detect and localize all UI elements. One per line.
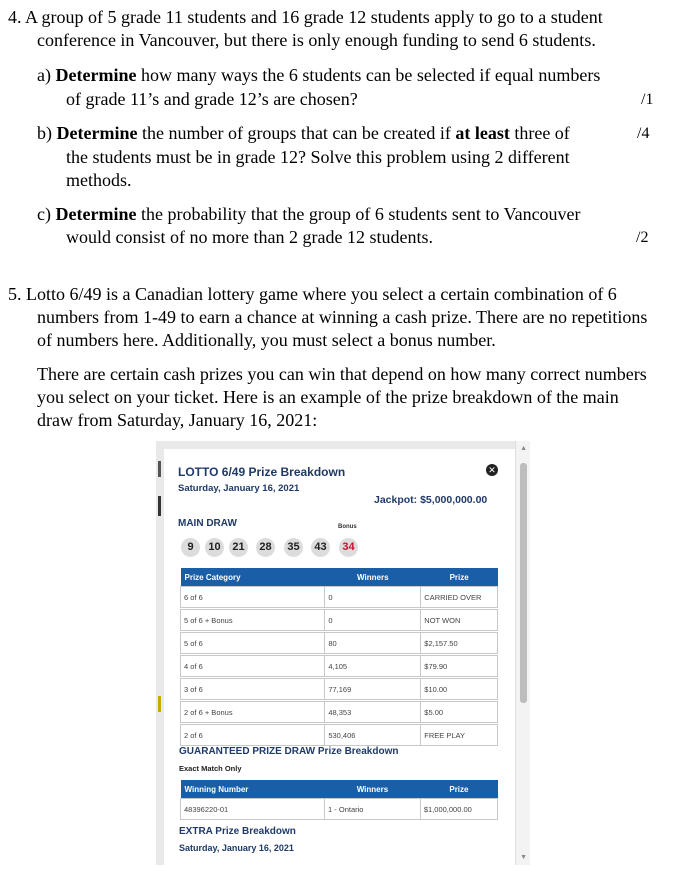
q4b-prefix: b): [37, 123, 52, 143]
gpd-table-header: Winners: [325, 780, 421, 799]
q4c-line1: [37, 203, 581, 225]
number-ball: 35: [284, 538, 303, 557]
jackpot: Jackpot: $5,000,000.00: [374, 494, 488, 506]
q4b-mark: /4: [637, 125, 650, 142]
q5-para2-3: draw from Saturday, January 16, 2021:: [37, 410, 318, 430]
table-cell: FREE PLAY: [421, 725, 498, 746]
table-cell: 4,105: [325, 656, 421, 677]
q5-number: 5.: [8, 284, 22, 304]
extra-title: EXTRA Prize Breakdown: [179, 826, 296, 837]
q4-intro-2: conference in Vancouver, but there is only enough funding to send 6 students.: [37, 30, 596, 50]
table-cell: NOT WON: [421, 610, 498, 631]
q5-line1: [8, 283, 617, 305]
table-cell: 5 of 6 + Bonus: [181, 610, 325, 631]
scroll-thumb[interactable]: [520, 463, 527, 703]
gpd-subtitle: Exact Match Only: [179, 764, 242, 773]
extra-date: Saturday, January 16, 2021: [179, 843, 294, 853]
table-cell: 77,169: [325, 679, 421, 700]
prize-table-header: Prize Category: [181, 568, 325, 587]
table-row: [181, 587, 498, 608]
number-ball: 9: [181, 538, 200, 557]
table-cell: 1 - Ontario: [325, 799, 421, 820]
q5-text-1: Lotto 6/49 is a Canadian lottery game where you select a certain combination of 6: [26, 284, 617, 304]
gpd-table: [180, 780, 498, 820]
q4a-line2: of grade 11’s and grade 12’s are chosen?: [66, 89, 358, 109]
table-row: [181, 610, 498, 631]
table-cell: 4 of 6: [181, 656, 325, 677]
scroll-up-icon[interactable]: ▲: [520, 444, 527, 452]
table-row: [181, 633, 498, 654]
table-cell: 3 of 6: [181, 679, 325, 700]
table-row: [181, 679, 498, 700]
gpd-table-header: Prize: [420, 780, 497, 799]
q4-intro-1: A group of 5 grade 11 students and 16 grade 12 students apply to go to a student: [25, 7, 603, 27]
q4b-line3: methods.: [66, 170, 132, 190]
q5-para2-1: There are certain cash prizes you can win that depend on how many correct numbers: [37, 364, 647, 384]
card-title: LOTTO 6/49 Prize Breakdown: [178, 465, 346, 479]
table-cell: 2 of 6 + Bonus: [181, 702, 325, 723]
left-edge-mark: [158, 496, 161, 516]
q4-number: 4.: [8, 7, 22, 27]
q5-para2-2: you select on your ticket. Here is an example of the prize breakdown of the main: [37, 387, 619, 407]
scroll-down-icon[interactable]: ▼: [520, 853, 527, 861]
gpd-title: GUARANTEED PRIZE DRAW Prize Breakdown: [179, 746, 399, 757]
bonus-label: Bonus: [338, 524, 357, 530]
table-row: [181, 656, 498, 677]
table-cell: 48396220-01: [181, 799, 325, 820]
table-row: [181, 702, 498, 723]
close-icon[interactable]: ✕: [486, 464, 498, 476]
q4b-end: three of: [509, 123, 570, 143]
table-cell: 0: [325, 587, 421, 608]
q4c-rest: the probability that the group of 6 students sent to Vancouver: [136, 204, 581, 224]
q4b-line2: the students must be in grade 12? Solve this problem using 2 different: [66, 147, 570, 167]
table-cell: 48,353: [325, 702, 421, 723]
table-row: [181, 799, 498, 820]
q4c-mark: /2: [636, 229, 649, 246]
number-ball: 21: [229, 538, 248, 557]
table-cell: $10.00: [421, 679, 498, 700]
left-edge-mark: [158, 461, 161, 477]
prize-table-header: Prize: [421, 568, 498, 587]
prize-table-header: Winners: [325, 568, 421, 587]
lotto-screenshot: [156, 441, 530, 865]
q4b-mid: the number of groups that can be created if: [137, 123, 456, 143]
q4-line1: [8, 6, 603, 28]
gpd-table-header: Winning Number: [181, 780, 325, 799]
q4a-prefix: a): [37, 65, 51, 85]
q5-line2: numbers from 1-49 to earn a chance at winning a cash prize. There are no repetitions: [37, 307, 648, 327]
q4c-prefix: c): [37, 204, 51, 224]
q4c-bold: Determine: [55, 204, 137, 224]
q4c-line2: would consist of no more than 2 grade 12 students.: [66, 227, 433, 247]
q4b-line1: [37, 122, 570, 144]
table-cell: 6 of 6: [181, 587, 325, 608]
table-cell: $2,157.50: [421, 633, 498, 654]
table-cell: 2 of 6: [181, 725, 325, 746]
number-ball: 10: [205, 538, 224, 557]
table-cell: $79.90: [421, 656, 498, 677]
table-cell: 5 of 6: [181, 633, 325, 654]
number-ball: 43: [311, 538, 330, 557]
table-row: [181, 725, 498, 746]
q4a-bold: Determine: [55, 65, 137, 85]
q4a-line1: [37, 64, 600, 86]
left-edge-mark: [158, 696, 161, 712]
table-cell: $5.00: [421, 702, 498, 723]
q4a-rest: how many ways the 6 students can be selected if equal numbers: [136, 65, 601, 85]
q4b-bold: Determine: [56, 123, 138, 143]
q4a-mark: /1: [641, 91, 654, 108]
prize-breakdown-card: [164, 449, 516, 865]
q4b-bold2: at least: [455, 123, 510, 143]
main-draw-label: MAIN DRAW: [178, 518, 237, 529]
bonus-ball: 34: [339, 538, 358, 557]
table-cell: 0: [325, 610, 421, 631]
number-ball: 28: [256, 538, 275, 557]
table-cell: $1,000,000.00: [420, 799, 497, 820]
card-date: Saturday, January 16, 2021: [178, 483, 300, 494]
prize-table: [180, 568, 498, 746]
table-cell: 530,406: [325, 725, 421, 746]
scrollbar[interactable]: [515, 441, 530, 865]
table-cell: 80: [325, 633, 421, 654]
q5-line3: of numbers here. Additionally, you must select a bonus number.: [37, 330, 496, 350]
table-cell: CARRIED OVER: [421, 587, 498, 608]
